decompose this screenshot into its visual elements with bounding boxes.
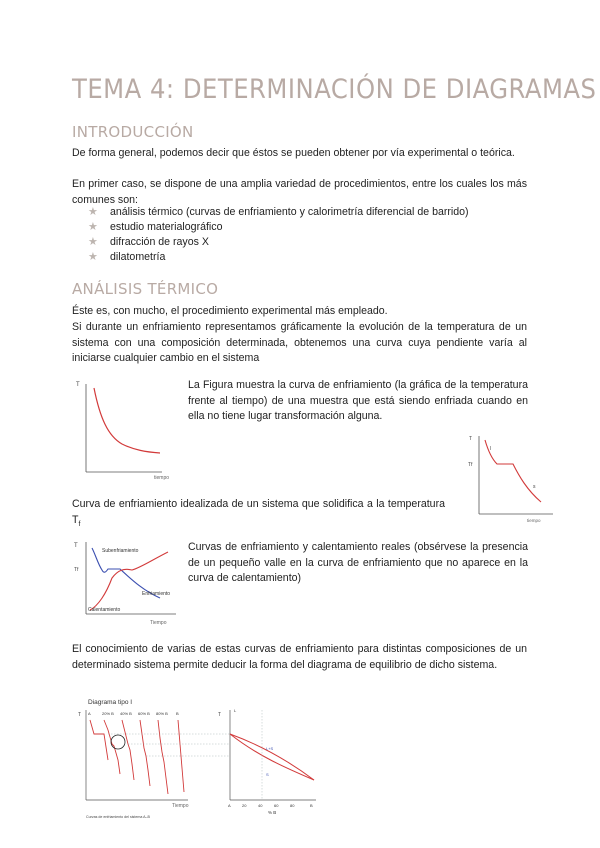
fig4-composition-labels	[88, 711, 179, 716]
list-item	[88, 235, 528, 250]
section-heading-introduccion: INTRODUCCIÓN	[72, 123, 194, 141]
list-item-text: dilatometría	[110, 251, 166, 263]
list-item	[88, 220, 528, 235]
star-bullet-icon: ★	[88, 251, 98, 263]
fig4-comp-label: B	[176, 711, 179, 716]
fig4-left-x-axis-label: Tiempo	[172, 803, 189, 809]
fig2-solid-label: s	[533, 484, 536, 490]
star-bullet-icon: ★	[88, 206, 98, 218]
fig4-left-y-axis-label: T	[78, 712, 82, 718]
fig4-liquidus-line	[230, 734, 314, 780]
fig2-tf-label: Tf	[468, 462, 473, 468]
methods-list	[88, 205, 528, 265]
fig4-comp-label: 40% B	[120, 711, 132, 716]
fig4-comp-label: 60% B	[138, 711, 150, 716]
fig4-highlight-circle	[111, 735, 125, 749]
fig4-x-tick: 60	[274, 803, 279, 808]
fig1-x-axis-label: tiempo	[154, 475, 170, 481]
fig3-cooling-label: Enfriamiento	[142, 591, 171, 597]
fig4-comp-label: 20% B	[102, 711, 114, 716]
fig2-cooling-curve	[485, 440, 541, 502]
list-item	[88, 250, 528, 265]
fig1-y-axis-label: T	[76, 382, 80, 388]
fig4-curve	[140, 720, 150, 786]
list-item-text: análisis térmico (curvas de enfriamiento y calorimetría diferencial de barrido)	[110, 206, 469, 218]
fig4-right-x-axis-label: % B	[268, 810, 277, 815]
fig1-description: La Figura muestra la curva de enfriamiento (la gráfica de la temperatura frente al tiempo) de una muestra que está siendo enfriada cuando en ella no tiene lugar transformación alguna.	[188, 379, 528, 422]
fig3-description: Curvas de enfriamiento y calentamiento reales (obsérvese la presencia de un pequeño valle en la curva de enfriamiento que no aparece en la curva de calentamiento)	[188, 541, 528, 584]
fig4-footnote: Curvas de enfriamiento del sistema A–B	[86, 815, 150, 819]
thermal-paragraph-2: Si durante un enfriamiento representamos gráficamente la evolución de la temperatura de un sistema con una composición determinada, obtenemos una curva cuya pendiente varía al iniciarse cualquier cambio en el sistema	[72, 321, 527, 364]
fig3-subcooling-label: Subenfriamiento	[102, 548, 139, 554]
fig4-cooling-curves	[90, 720, 184, 794]
fig3-tf-label: Tf	[74, 567, 79, 573]
star-bullet-icon: ★	[88, 221, 98, 233]
fig4-solidus-line	[230, 734, 314, 780]
fig4-x-tick: 80	[290, 803, 295, 808]
thermal-paragraph-3: El conocimiento de varias de estas curvas de enfriamiento para distintas composiciones de un determinado sistema permite deducir la forma del diagrama de equilibrio de dicho sistema.	[72, 643, 527, 671]
fig4-curve	[90, 720, 108, 760]
fig4-comp-label: A	[88, 711, 91, 716]
section-heading-analisis-termico: ANÁLISIS TÉRMICO	[72, 280, 219, 298]
fig3-heating-curve	[90, 552, 171, 610]
fig4-liquid-region-label: L	[234, 708, 237, 713]
intro-paragraph-1: De forma general, podemos decir que éstos se pueden obtener por vía experimental o teórica.	[72, 147, 515, 159]
cooling-curves-to-phase-diagram-figure	[72, 694, 320, 820]
list-item-text: difracción de rayos X	[110, 236, 209, 248]
real-cooling-heating-figure	[72, 538, 180, 628]
fig4-title: Diagrama tipo I	[88, 699, 133, 706]
fig4-two-phase-label: L+S	[266, 746, 274, 751]
fig2-y-axis-label: T	[469, 436, 473, 442]
list-item	[88, 205, 528, 220]
fig4-x-tick: 40	[258, 803, 263, 808]
fig3-x-axis-label: Tiempo	[150, 620, 167, 626]
idealized-cooling-figure	[467, 430, 557, 524]
fig2-liquid-label: l	[490, 446, 492, 452]
fig3-y-axis-label: T	[74, 543, 78, 549]
cooling-curve-figure	[74, 378, 170, 481]
star-bullet-icon: ★	[88, 236, 98, 248]
fig4-x-tick: 20	[242, 803, 247, 808]
fig4-solid-region-label: S	[266, 772, 269, 777]
page-title: TEMA 4: DETERMINACIÓN DE DIAGRAMAS	[72, 74, 597, 105]
fig2-caption	[72, 497, 445, 532]
thermal-paragraph-1: Éste es, con mucho, el procedimiento experimental más empleado.	[72, 305, 388, 317]
fig4-curve	[158, 720, 168, 794]
fig4-right-x-ticks	[228, 803, 313, 808]
fig3-heating-label: Calentamiento	[88, 607, 121, 613]
fig2-caption-text: Curva de enfriamiento idealizada de un sistema que solidifica a la temperatura T	[72, 498, 445, 526]
fig4-x-tick: A	[228, 803, 231, 808]
fig1-cooling-curve	[94, 388, 160, 453]
fig4-right-y-axis-label: T	[218, 712, 222, 718]
intro-paragraph-2: En primer caso, se dispone de una amplia variedad de procedimientos, entre los cuales los más comunes son:	[72, 178, 527, 206]
fig2-x-axis-label: tiempo	[527, 518, 541, 523]
fig4-x-tick: B	[310, 803, 313, 808]
fig2-caption-subscript: f	[78, 520, 81, 528]
fig4-curve	[122, 720, 134, 780]
list-item-text: estudio materialográfico	[110, 221, 223, 233]
fig4-comp-label: 80% B	[156, 711, 168, 716]
